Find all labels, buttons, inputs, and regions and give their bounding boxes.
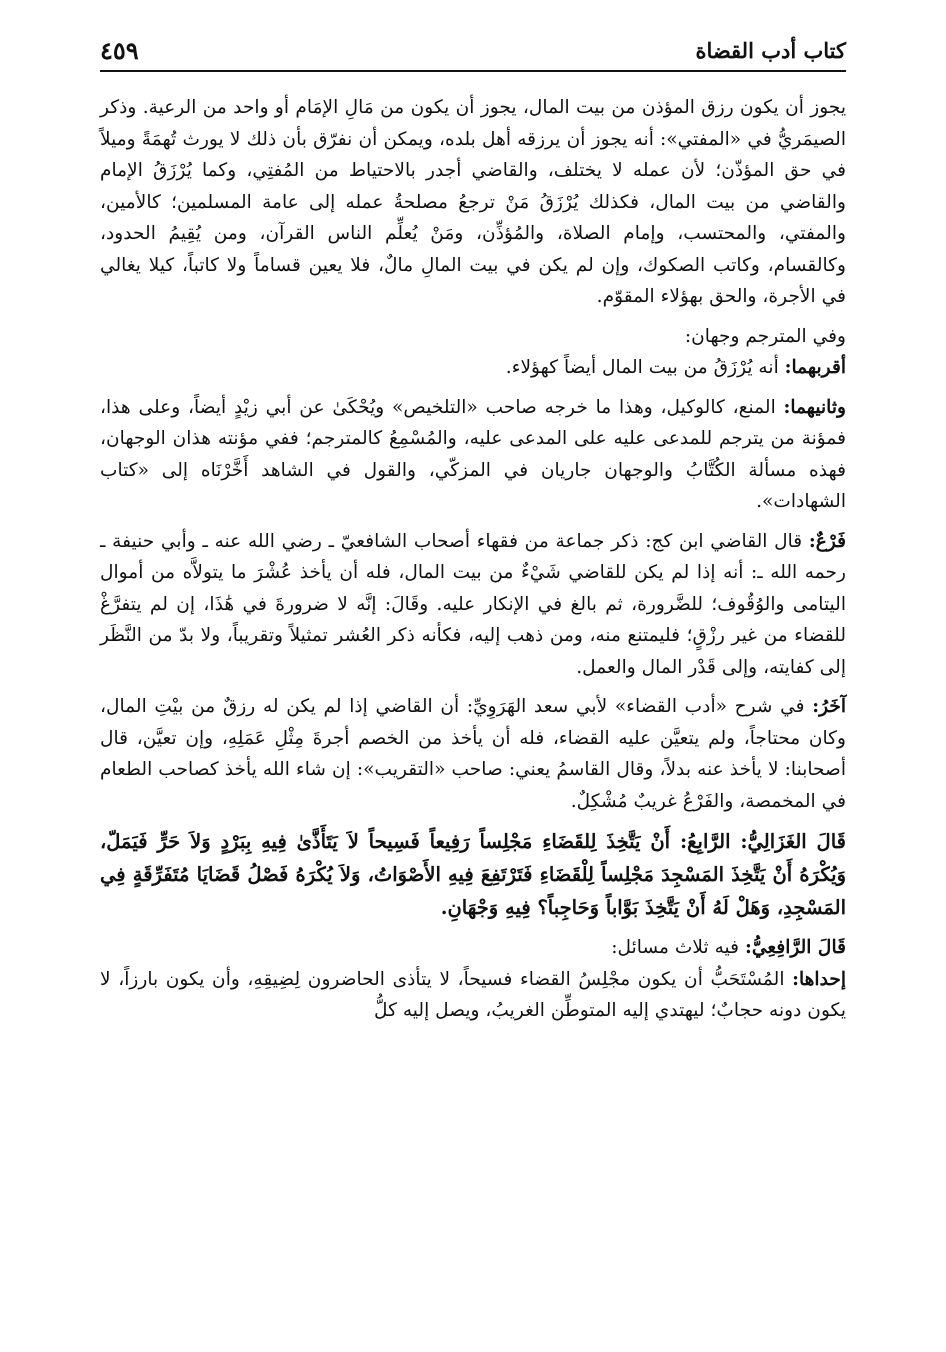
running-header (100, 30, 846, 72)
page-number: ٤٥٩ (100, 35, 139, 65)
paragraph-muezzin-salary: يجوز أن يكون رزق المؤذن من بيت المال، يجوز أن يكون من مَالِ الإمَام أو واحد من الرعية. وذكر الصيمَريُّ في «المفتي»: أنه يجوز أن يرزقه أهل بلده، ويمكن أن نفرّق بأن ذلك لا يورث تُهمَةً وميلاً في حق المؤذّن؛ لأن عمله لا يختلف، والقاضي أجدر بالاحتياط من المُفتِي، وكما يُرْزَقُ الإمام والقاضي من بيت المال، فكذلك يُرْزَقُ مَنْ ترجعُ مصلحةُ عمله إلى عامة المسلمين؛ كالأمين، والمفتي، والمحتسب، وإمام الصلاة، والمُؤذِّن، ومَنْ يُعلِّم الناس القرآن، ومن يُقِيمُ الحدود، وكالقسام، وكاتب الصكوك، وإن لم يكن في بيت المالِ مالٌ، فلا يعين قساماً ولا كاتباً، كيلا يغالي في الأجرة، والحق بهؤلاء المقوّم. (100, 97, 846, 307)
paragraph-text: فيه ثلاث مسائل: (611, 937, 745, 958)
paragraph-label: قَالَ الغَزَالِيُّ: (740, 830, 846, 853)
paragraph-text: قال القاضي ابن كج: ذكر جماعة من فقهاء أصحاب الشافعيّ ـ رضي الله عنه ـ وأبي حنيفة ـ رحمه الله ـ: أنه إذا لم يكن للقاضي شَيْءٌ من بيت المال، فله أن يأخذ عُشْرَ ما يتولاَّه من أموال اليتامى والوُقُوف؛ للضَّرورة، ثم بالغ في الإنكار عليه. وقَالَ: إنَّه لا ضرورةَ في هَٰذَا، إن لم يتفرَّغْ للقضاء من غير رزْقٍ؛ فليمتنع منه، ومن ذهب إليه، فكأنه ذكر العُشر تمثيلاً وتقريباً، ولا بدّ من النَّظَر إلى كفايته، وإلى قَدْر المال والعمل. (100, 530, 846, 678)
paragraph-label: فَرْعٌ: (808, 530, 846, 552)
paragraph-rafii-intro (100, 932, 846, 964)
paragraph-text: المُسْتَحَبُّ أن يكون مجْلِسُ القضاء فسيحاً، لا يتأذى الحاضرون لِضِيقِهِ، وأن يكون بارزاً، لا يكون دونه حجابٌ؛ ليهتدي إليه المتوطِّن الغريبُ، ويصل إليه كلُّ (100, 968, 846, 1021)
paragraph-text: في شرح «أدب القضاء» لأبي سعد الهَرَوِيِّ: أن القاضي إذا لم يكن له رزقٌ من بيْتِ المال، وكان محتاجاً، ولم يتعيَّن عليه القضاء، فله أن يأخذ من الخصم أجرةَ مِثْلِ عَمَلِهِ، وإن تعيَّن، قال أصحابنا: لا يأخذ عنه بدلاً، وقال القاسمُ يعني: صاحب «التقريب»: إن شاء الله يأخذ كصاحب الطعام في المخمصة، والفَرْعُ غريبٌ مُشْكِلٌ. (100, 696, 846, 812)
paragraph-first-view (100, 352, 846, 384)
paragraph-text: أنه يُرْزَقُ من بيت المال أيضاً كهؤلاء. (505, 357, 785, 378)
paragraph-label: قَالَ الرَّافِعِيُّ: (744, 937, 846, 958)
paragraph-ghazali-quote (100, 825, 846, 924)
paragraph-label: وثانيهما: (783, 396, 846, 418)
paragraph-label: آخَرُ: (812, 696, 846, 717)
paragraph-another-branch (100, 691, 846, 817)
paragraph-first-issue (100, 964, 846, 1027)
paragraph-second-view (100, 392, 846, 518)
paragraph-text: الرَّابِعُ: أَنْ يَتَّخِذَ لِلقَضَاءِ مَجْلِساً رَفِيعاً فَسِيحاً لاَ يَتَأَذَّىٰ فِيهِ بِبَرْدٍ وَلاَ حَرٍّ فَيَمَلّ، وَيُكْرَهُ أَنْ يَتَّخِذَ المَسْجِدَ مَجْلِساً لِلْقَضَاءِ فَتَرْتَفِعَ فِيهِ الأَصْوَاتُ، وَلاَ يُكْرَهُ فَصْلُ قَضَايَا مُتَفَرِّقَةٍ فِي المَسْجِدِ، وَهَلْ لَهُ أَنْ يَتَّخِذَ بَوَّاباً وَحَاجِباً؟ فِيهِ وَجْهَانِ. (100, 830, 846, 919)
body-text (100, 92, 846, 1035)
paragraph-label: إحداها: (792, 968, 846, 990)
book-title: كتاب أدب القضاة (695, 37, 846, 63)
paragraph-text: المنع، كالوكيل، وهذا ما خرجه صاحب «التلخيص» ويُحْكَىٰ عن أبي زيْدٍ أيضاً، وعلى هذا، فمؤنة من يترجم للمدعى عليه على المدعى عليه، والمُسْمِعُ كالمترجم؛ ففي مؤنته هذان الوجهان، فهذه مسألة الكُتَّابُ والوجهان جاريان في المزكّي، والقول في الشاهد أَخَّرْنَاه إلى «كتاب الشهادات». (100, 396, 846, 512)
paragraph-label: أقربهما: (784, 357, 846, 378)
paragraph-translator-intro: وفي المترجم وجهان: (684, 325, 846, 347)
paragraph-branch (100, 526, 846, 684)
